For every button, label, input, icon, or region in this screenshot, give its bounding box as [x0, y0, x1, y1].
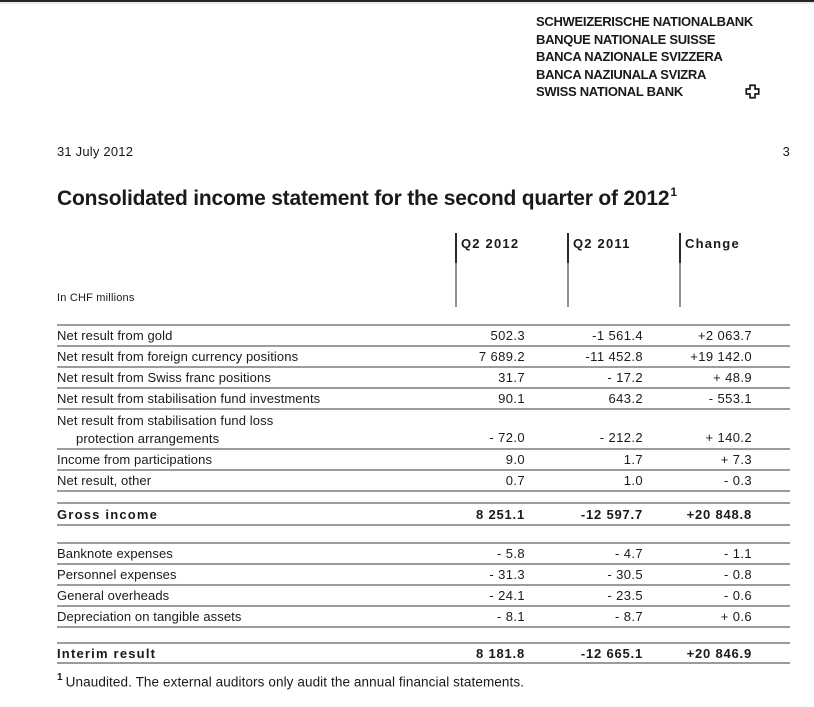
table-row	[57, 389, 790, 408]
page-top-border	[0, 0, 814, 4]
row-value-q2-2012: 9.0	[505, 452, 525, 467]
row-value-q2-2011: -12 597.7	[580, 506, 643, 522]
column-header-change: Change	[679, 233, 790, 307]
row-label: Gross income	[57, 506, 159, 522]
table-row	[57, 450, 790, 469]
row-value-q2-2011: - 30.5	[607, 567, 643, 582]
row-label: Net result from Swiss franc positions	[57, 370, 271, 385]
row-value-q2-2011: 1.0	[623, 473, 643, 488]
row-value-q2-2012: 8 251.1	[476, 506, 525, 522]
row-value-q2-2012: 90.1	[498, 391, 525, 406]
row-value-q2-2011: - 212.2	[599, 430, 643, 445]
row-value-q2-2012: - 72.0	[489, 430, 525, 445]
column-header-q2-2012: Q2 2012	[455, 233, 567, 307]
logo-line-italian: BANCA NAZIONALE SVIZZERA	[536, 49, 723, 64]
column-header-q2-2011: Q2 2011	[567, 233, 679, 307]
row-label-line2: protection arrangements	[76, 431, 220, 446]
row-value-q2-2012: 502.3	[490, 328, 525, 343]
row-value-q2-2011: - 4.7	[614, 546, 643, 561]
row-value-change: + 48.9	[713, 370, 752, 385]
row-label: Net result from stabilisation fund investments	[57, 391, 321, 406]
logo-line-romansh: BANCA NAZIUNALA SVIZRA	[536, 66, 707, 82]
table-row	[57, 410, 790, 448]
row-value-q2-2011: -1 561.4	[592, 328, 643, 343]
row-label: Net result from gold	[57, 328, 173, 343]
row-value-q2-2012: 31.7	[498, 370, 525, 385]
footnote-text: Unaudited. The external auditors only audit the annual financial statements.	[65, 674, 525, 690]
table-row	[57, 607, 790, 626]
row-value-q2-2012: 8 181.8	[476, 645, 525, 661]
row-value-change: +20 846.9	[686, 645, 752, 661]
row-label: Depreciation on tangible assets	[57, 609, 242, 624]
row-label: Personnel expenses	[57, 567, 177, 582]
spacer	[57, 492, 790, 502]
row-value-change: + 7.3	[720, 452, 752, 467]
row-value-q2-2011: -11 452.8	[585, 349, 643, 364]
row-value-q2-2011: -12 665.1	[580, 645, 643, 661]
table-rule	[57, 662, 790, 664]
row-value-q2-2011: 1.7	[623, 452, 643, 467]
page-title-text: Consolidated income statement for the second quarter of 2012	[57, 187, 670, 210]
table-row	[57, 586, 790, 605]
row-value-q2-2011: 643.2	[608, 391, 643, 406]
spacer	[57, 628, 790, 642]
table-row	[57, 347, 790, 366]
document-date: 31 July 2012	[57, 144, 134, 159]
income-statement-table	[57, 233, 790, 664]
logo-line-german: SCHWEIZERISCHE NATIONALBANK	[536, 14, 753, 29]
table-row	[57, 544, 790, 563]
table-header-label-cell	[57, 233, 455, 307]
table-header	[57, 233, 790, 307]
row-value-q2-2011: - 23.5	[607, 588, 643, 603]
row-value-q2-2012: - 31.3	[489, 567, 525, 582]
row-label-line1: Net result from stabilisation fund loss	[57, 413, 274, 428]
meta-row	[57, 144, 790, 159]
logo-line-english: SWISS NATIONAL BANK	[536, 84, 683, 99]
table-row	[57, 565, 790, 584]
table-row-interim-result	[57, 644, 790, 662]
table-row-gross-income	[57, 504, 790, 524]
spacer	[57, 307, 790, 324]
row-label: General overheads	[57, 588, 170, 603]
row-value-q2-2012: 0.7	[505, 473, 525, 488]
page-number: 3	[782, 144, 790, 159]
row-value-change: - 553.1	[708, 391, 752, 406]
row-value-q2-2012: - 24.1	[489, 588, 525, 603]
row-value-change: + 140.2	[705, 430, 752, 445]
row-value-change: - 0.8	[723, 567, 752, 582]
row-label: Net result, other	[57, 473, 152, 488]
row-value-q2-2012: - 5.8	[496, 546, 525, 561]
footnote-reference: 1	[57, 672, 63, 683]
row-value-change: + 0.6	[720, 609, 752, 624]
footnote	[57, 673, 790, 690]
row-label: Banknote expenses	[57, 546, 173, 561]
snb-logo	[536, 13, 774, 101]
spacer	[57, 526, 790, 542]
row-value-change: +2 063.7	[697, 328, 752, 343]
row-value-change: - 0.3	[723, 473, 752, 488]
title-footnote-reference: 1	[670, 185, 677, 199]
row-value-q2-2011: - 8.7	[614, 609, 643, 624]
table-row	[57, 326, 790, 345]
row-value-q2-2012: - 8.1	[496, 609, 525, 624]
row-value-q2-2012: 7 689.2	[478, 349, 525, 364]
row-value-change: +20 848.8	[686, 506, 752, 522]
logo-line-french: BANQUE NATIONALE SUISSE	[536, 31, 716, 47]
unit-label: In CHF millions	[57, 292, 135, 304]
row-label: Net result from foreign currency positions	[57, 349, 299, 364]
row-value-change: - 0.6	[723, 588, 752, 603]
table-row	[57, 471, 790, 490]
row-label	[57, 412, 455, 448]
row-value-change: +19 142.0	[690, 349, 752, 364]
row-value-q2-2011: - 17.2	[607, 370, 643, 385]
row-value-change: - 1.1	[723, 546, 752, 561]
swiss-cross-icon	[745, 84, 760, 99]
page-title	[57, 186, 797, 211]
row-label: Interim result	[57, 645, 157, 661]
table-row	[57, 368, 790, 387]
row-label: Income from participations	[57, 452, 213, 467]
